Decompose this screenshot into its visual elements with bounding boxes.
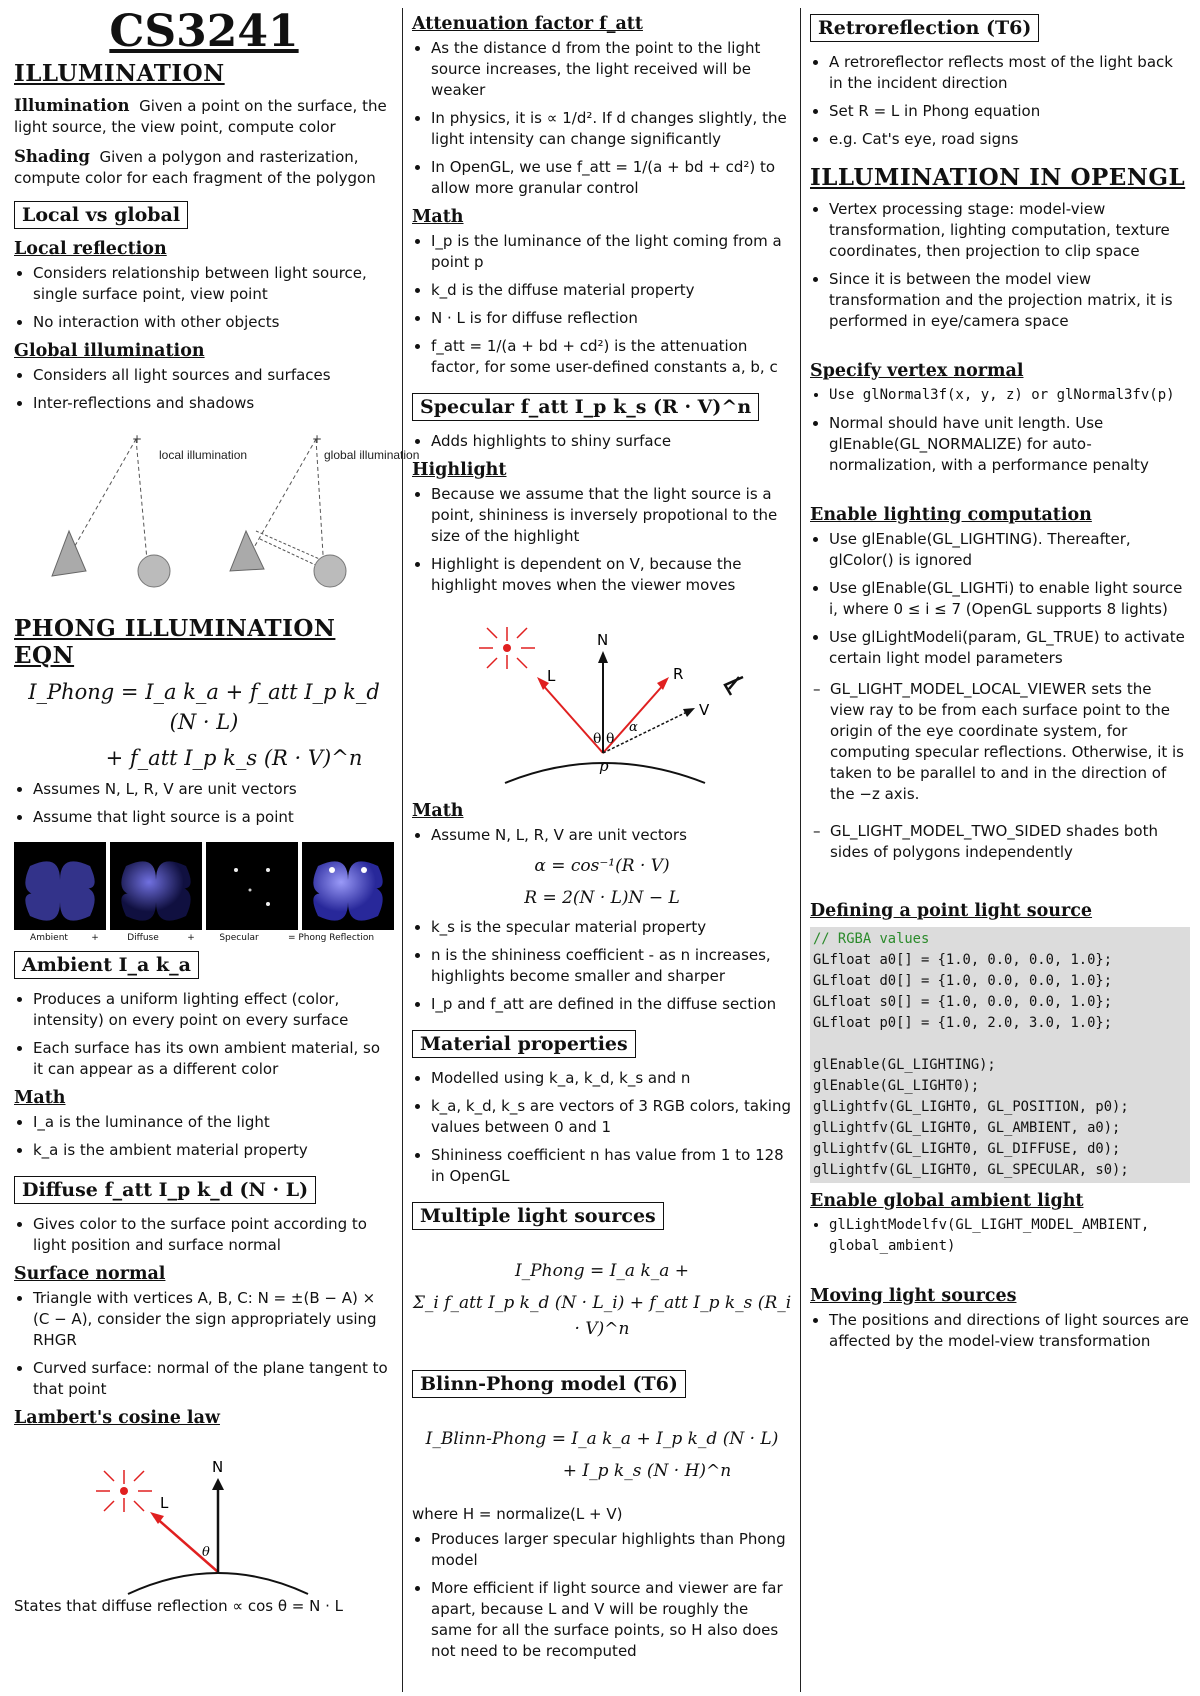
column-divider [402,8,403,1692]
svg-text:θ: θ [606,731,615,747]
phong-components-image [14,842,394,930]
list-item: • Assume N, L, R, V are unit vectors [431,825,792,846]
bullet-list [14,263,394,333]
list-item: • Use glLightModeli(param, GL_TRUE) to activate certain light model parameters [829,627,1190,669]
list-item: • Highlight is dependent on V, because the highlight moves when the viewer moves [431,554,792,596]
section-heading: ILLUMINATION IN OPENGL [810,164,1186,191]
list-item: – GL_LIGHT_MODEL_LOCAL_VIEWER sets the view ray to be from each surface point to the origin of the eye coordinate system, for computing specular reflections. Otherwise, it is taken to be parallel to and in the direction of the −z axis. [830,679,1190,805]
dash-list [810,679,1190,863]
reflection-equation: R = 2(N · L)N − L [524,888,680,908]
section-heading: PHONG ILLUMINATION EQN [14,615,336,669]
blinn-where: where H = normalize(L + V) [412,1505,623,1523]
bullet-list [810,385,1190,476]
subheading: Highlight [412,460,507,480]
list-item: • In physics, it is ∝ 1/d². If d changes slightly, the light intensity can change significantly [431,108,792,150]
specular-render [206,842,298,930]
list-item: • Vertex processing stage: model-view transformation, lighting computation, texture coordinates, then projection to clip space [829,199,1190,262]
svg-text:α: α [629,720,638,735]
list-item: • Shininess coefficient n has value from 1 to 128 in OpenGL [431,1145,792,1187]
multiple-lights-equation-line1: I_Phong = I_a k_a + [514,1261,690,1281]
bullet-list [14,779,394,828]
list-item: • Each surface has its own ambient material, so it can appear as a different color [33,1038,394,1080]
svg-text:global illumination: global illumination [324,448,420,462]
code-comment: // RGBA values [813,931,930,947]
alpha-equation: α = cos⁻¹(R · V) [534,856,670,876]
list-item: • A retroreflector reflects most of the light back in the incident direction [829,52,1190,94]
svg-text:L: L [547,667,556,685]
phong-components-labels: Ambient + Diffuse + Specular = Phong Reflection [30,933,375,943]
list-item: • k_a is the ambient material property [33,1140,394,1161]
page-title: CS3241 [109,6,299,57]
column-1 [14,6,420,1692]
code-body: GLfloat a0[] = {1.0, 0.0, 0.0, 1.0}; GLfloat d0[] = {1.0, 0.0, 0.0, 1.0}; GLfloat s0[] = {1.0, 0.0, 0.0, 1.0}; GLfloat p0[] = {1.0, 2.0, 3.0, 1.0}; glEnable(GL_LIGHTING); glEnable(GL_LIGHT0); glLightfv(GL_LIGHT0, GL_POSITION, p0); glLightfv(GL_LIGHT0, GL_AMBIENT, a0); glLightfv(GL_LIGHT0, GL_DIFFUSE, d0); glLightfv(GL_LIGHT0, GL_SPECULAR, s0); [813,952,1129,1178]
bullet-list [14,1112,394,1161]
list-item: • I_p is the luminance of the light coming from a point p [431,231,792,273]
list-item: • I_p and f_att are defined in the diffuse section [431,994,792,1015]
subheading: Math [412,801,464,821]
svg-text:L: L [160,1494,169,1512]
list-item: • Gives color to the surface point according to light position and surface normal [33,1214,394,1256]
subheading: Attenuation factor f_att [412,14,643,34]
svg-text:N: N [212,1458,224,1476]
bullet-list [412,825,792,846]
list-item: • The positions and directions of light sources are affected by the model-view transformation [829,1310,1190,1352]
multiple-lights-equation-line2: Σ_i f_att I_p k_d (N · L_i) + f_att I_p k_s (R_i · V)^n [412,1293,792,1339]
bullet-list [412,231,792,378]
list-item: • Assume that light source is a point [33,807,394,828]
svg-text:V: V [699,701,710,719]
list-item: • N · L is for diffuse reflection [431,308,792,329]
subheading: Defining a point light source [810,901,1093,921]
subheading: Enable global ambient light [810,1191,1084,1211]
lambert-diagram [54,1434,354,1594]
list-item: • Adds highlights to shiny surface [431,431,792,452]
bullet-list [14,989,394,1080]
subheading: Local reflection [14,239,167,259]
list-item: • Considers relationship between light source, single surface point, view point [33,263,394,305]
bullet-list [412,431,792,452]
blinn-equation-line1: I_Blinn-Phong = I_a k_a + I_p k_d (N · L) [425,1429,779,1449]
boxed-heading: Blinn-Phong model (T6) [412,1370,686,1398]
list-item: • Assumes N, L, R, V are unit vectors [33,779,394,800]
subheading: Enable lighting computation [810,505,1092,525]
boxed-heading: Ambient I_a k_a [14,951,199,979]
list-item: • Use glEnable(GL_LIGHTi) to enable light source i, where 0 ≤ i ≤ 7 (OpenGL supports 8 lights) [829,578,1190,620]
blinn-equation-line2: + I_p k_s (N · H)^n [562,1461,732,1481]
definition: Shading Given a polygon and rasterization, compute color for each fragment of the polygon [14,147,376,187]
list-item: • Inter-reflections and shadows [33,393,394,414]
list-item: • n is the shininess coefficient - as n increases, highlights become smaller and sharper [431,945,792,987]
svg-text:+: + [132,432,143,446]
list-item: • I_a is the luminance of the light [33,1112,394,1133]
list-item: • Curved surface: normal of the plane tangent to that point [33,1358,394,1400]
definition: Illumination Given a point on the surface, the light source, the view point, compute color [14,96,387,136]
list-item: • In OpenGL, we use f_att = 1/(a + bd + cd²) to allow more granular control [431,157,792,199]
svg-text:+: + [312,432,323,446]
subheading: Math [14,1088,66,1108]
list-item: • Since it is between the model view transformation and the projection matrix, it is performed in eye/camera space [829,269,1190,332]
list-item: • Use glNormal3f(x, y, z) or glNormal3fv(p) [829,385,1190,406]
bullet-list [412,1068,792,1187]
subheading: Math [412,207,464,227]
list-item: • e.g. Cat's eye, road signs [829,129,1190,150]
list-item: • As the distance d from the point to the light source increases, the light received will be weaker [431,38,792,101]
svg-text:R: R [673,665,684,683]
phong-equation-line2: + f_att I_p k_s (R · V)^n [105,746,363,770]
boxed-heading: Multiple light sources [412,1202,664,1230]
list-item: • Because we assume that the light source is a point, shininess is inversely propotional to the size of the highlight [431,484,792,547]
boxed-heading: Local vs global [14,201,188,229]
bullet-list [412,1529,792,1662]
list-item: • Produces larger specular highlights than Phong model [431,1529,792,1571]
lambert-caption: States that diffuse reflection ∝ cos θ = N · L [14,1597,344,1615]
bullet-list [412,917,792,1015]
specular-reflection-diagram [437,603,767,793]
list-item: • f_att = 1/(a + bd + cd²) is the attenuation factor, for some user-defined constants a, b, c [431,336,792,378]
bullet-list [412,484,792,596]
subheading: Lambert's cosine law [14,1408,220,1428]
ambient-render [14,842,106,930]
svg-text:N: N [597,631,609,649]
list-item: – GL_LIGHT_MODEL_TWO_SIDED shades both sides of polygons independently [830,821,1190,863]
subheading: Specify vertex normal [810,361,1024,381]
list-item: • Triangle with vertices A, B, C: N = ±(B − A) × (C − A), consider the sign appropriately using RHGR [33,1288,394,1351]
list-item: • More efficient if light source and viewer are far apart, because L and V will be roughly the same for all the surface points, so H also does not need to be recomputed [431,1578,792,1662]
bullet-list [810,1215,1190,1257]
column-2 [412,8,792,1692]
svg-text:local illumination: local illumination [159,448,248,462]
list-item: • k_d is the diffuse material property [431,280,792,301]
list-item: • glLightModelfv(GL_LIGHT_MODEL_AMBIENT, global_ambient) [829,1215,1190,1257]
list-item: • Set R = L in Phong equation [829,101,1190,122]
list-item: • Modelled using k_a, k_d, k_s and n [431,1068,792,1089]
bullet-list [412,38,792,199]
diffuse-render [110,842,202,930]
bullet-list [14,1214,394,1256]
section-heading: ILLUMINATION [14,60,225,87]
list-item: • Normal should have unit length. Use glEnable(GL_NORMALIZE) for auto-normalization, with a performance penalty [829,413,1190,476]
bullet-list [810,529,1190,669]
list-item: • k_a, k_d, k_s are vectors of 3 RGB colors, taking values between 0 and 1 [431,1096,792,1138]
subheading: Surface normal [14,1264,166,1284]
phong-equation-line1: I_Phong = I_a k_a + f_att I_p k_d (N · L) [28,680,380,734]
code-block [810,927,1190,1183]
column-3 [810,8,1190,1692]
phong-render [302,842,394,930]
svg-text:θ: θ [202,1545,210,1560]
boxed-heading: Material properties [412,1030,636,1058]
bullet-list [14,1288,394,1400]
svg-text:p: p [599,757,609,775]
svg-text:θ: θ [593,731,602,747]
boxed-heading: Diffuse f_att I_p k_d (N · L) [14,1176,316,1204]
list-item: • k_s is the specular material property [431,917,792,938]
bullet-list [14,365,394,414]
subheading: Global illumination [14,341,205,361]
bullet-list [810,1310,1190,1352]
list-item: • No interaction with other objects [33,312,394,333]
local-global-illumination-figure [24,421,420,601]
subheading: Moving light sources [810,1286,1017,1306]
boxed-heading: Retroreflection (T6) [810,14,1039,42]
boxed-heading: Specular f_att I_p k_s (R · V)^n [412,393,759,421]
bullet-list [810,199,1190,332]
list-item: • Use glEnable(GL_LIGHTING). Thereafter, glColor() is ignored [829,529,1190,571]
bullet-list [810,52,1190,150]
list-item: • Considers all light sources and surfaces [33,365,394,386]
column-divider [800,8,801,1692]
list-item: • Produces a uniform lighting effect (color, intensity) on every point on every surface [33,989,394,1031]
